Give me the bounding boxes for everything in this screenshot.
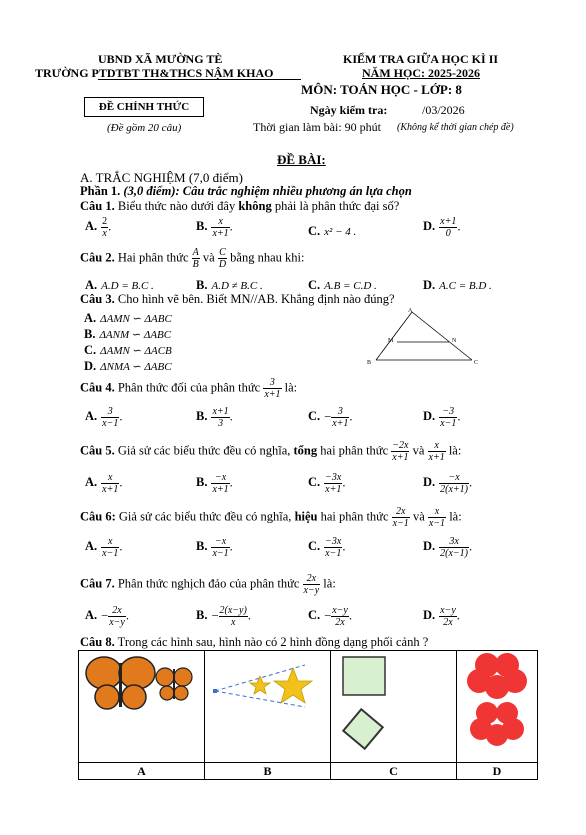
option-label: B. (196, 608, 208, 623)
denominator: x+1 (264, 389, 281, 400)
option-label: C. (308, 539, 321, 554)
numerator: −x (211, 536, 229, 548)
denominator: B (192, 259, 199, 270)
option-label: C. (308, 409, 321, 424)
numerator: −3x (325, 472, 342, 483)
option-tail: . (108, 219, 112, 234)
denominator: x−y (109, 617, 125, 628)
option-tail: . (119, 539, 123, 554)
option-tail: . (457, 409, 461, 424)
option-tail: . (469, 539, 473, 554)
q6-option-d[interactable] (423, 536, 472, 559)
option-label: A. (84, 311, 97, 325)
fraction (211, 536, 229, 559)
denominator: x−1 (102, 418, 119, 429)
fraction (324, 536, 342, 559)
q6-option-b[interactable] (196, 536, 233, 559)
option-label: A. (85, 475, 98, 490)
option-tail: . (229, 409, 233, 424)
option-tail: . (247, 608, 251, 623)
option-expr: A.C = B.D . (439, 280, 492, 292)
q3-text (80, 292, 395, 307)
fraction (108, 605, 126, 628)
option-tail: . (229, 539, 233, 554)
figure-d-cell[interactable] (457, 651, 538, 763)
q1-text-a: Biểu thức nào dưới đây (117, 199, 236, 213)
exam-name: KIỂM TRA GIỮA HỌC KÌ II (343, 52, 499, 66)
q8-text (80, 635, 428, 650)
option-label: C. (308, 608, 321, 623)
option-sign: − (101, 608, 109, 623)
q2-text-b: bằng nhau khi: (230, 250, 305, 265)
q7-option-a[interactable] (85, 605, 129, 628)
fraction (428, 440, 446, 463)
vertex-c-label: C (474, 360, 479, 366)
option-tail: . (456, 608, 460, 623)
fraction (439, 472, 469, 495)
option-label: C. (308, 475, 321, 490)
option-expr: x² − 4 . (324, 226, 357, 238)
option-sign: − (211, 608, 219, 623)
q2-option-a[interactable] (85, 278, 154, 293)
option-label: C. (84, 343, 97, 357)
option-tail: . (119, 409, 123, 424)
option-expr: ΔANM ∽ ΔABC (99, 329, 172, 341)
denominator: x−1 (428, 518, 446, 529)
fraction (391, 440, 409, 463)
numerator: x (428, 506, 446, 518)
numerator: −x (211, 472, 229, 484)
option-tail: . (457, 219, 461, 234)
q6-number: Câu 6: (80, 509, 116, 524)
q4-option-c[interactable] (308, 406, 353, 429)
q2-text-a: Hai phân thức (117, 250, 189, 265)
q5-text-a: Giả sử các biểu thức đều có nghĩa, (117, 443, 291, 458)
butterflies-image (79, 651, 204, 757)
stars-image (205, 651, 330, 757)
denominator: x−1 (392, 518, 409, 529)
denominator: x+1 (392, 452, 409, 463)
option-label: B. (196, 475, 208, 490)
q5-number: Câu 5. (80, 443, 115, 458)
option-label: B. (196, 409, 208, 424)
fraction (101, 536, 119, 559)
option-sign: − (324, 608, 332, 623)
option-tail: . (342, 475, 346, 490)
option-expr: ΔNMA ∽ ΔABC (100, 361, 172, 373)
q8-figure-table (78, 650, 538, 780)
small-star-icon (250, 676, 270, 694)
option-expr: ΔAMN ∽ ΔABC (100, 313, 172, 325)
q1-number: Câu 1. (80, 199, 115, 213)
q7-text (80, 573, 336, 596)
numerator: −2x (392, 440, 409, 451)
denominator: x+1 (212, 228, 229, 239)
fraction (211, 216, 229, 239)
denominator: x−1 (212, 548, 229, 559)
fraction (439, 216, 457, 239)
q3-number: Câu 3. (80, 292, 115, 306)
q6-text-a: Giả sử các biểu thức đều có nghĩa, (118, 509, 292, 524)
q1-text-b: phải là phân thức đại số? (274, 199, 400, 213)
fraction (219, 605, 248, 628)
option-expr: A.D ≠ B.C . (211, 280, 263, 292)
q5-option-d[interactable] (423, 472, 472, 495)
part1-line (80, 184, 412, 199)
denominator: 2(x+1) (440, 484, 469, 495)
option-label: C. (308, 224, 321, 238)
option-tail: . (342, 539, 346, 554)
rotated-square-icon (343, 709, 382, 748)
q5-option-b[interactable] (196, 472, 233, 495)
numerator: 2 (102, 216, 108, 227)
large-butterfly-icon (86, 657, 155, 709)
denominator: x−y (303, 585, 320, 596)
q1-option-b[interactable] (196, 216, 233, 239)
q2-number: Câu 2. (80, 250, 115, 265)
option-label: D. (423, 219, 436, 234)
q1-option-c[interactable] (308, 224, 356, 239)
figure-c-cell[interactable] (331, 651, 457, 763)
q7-text-b: là: (323, 576, 336, 591)
fraction (211, 406, 229, 429)
option-label: B. (196, 539, 208, 554)
section-a-title: A. TRẮC NGHIỆM (7,0 điểm) (80, 170, 243, 185)
q6-and: và (412, 509, 425, 524)
fraction (428, 506, 446, 529)
small-butterfly-icon (156, 668, 192, 700)
option-label: D. (423, 409, 436, 424)
denominator: x (230, 617, 236, 628)
option-label: D. (423, 278, 436, 292)
denominator: x−1 (325, 548, 342, 559)
q4-text-a: Phân thức đối của phân thức (117, 380, 261, 395)
option-tail: . (229, 475, 233, 490)
part1-label: Phần 1. (80, 184, 121, 198)
q2-option-d[interactable] (423, 278, 492, 293)
numerator: 2x (392, 506, 410, 518)
fraction (439, 605, 457, 628)
q3-option-a[interactable] (84, 311, 172, 326)
fraction (439, 536, 469, 559)
denominator: x+1 (212, 484, 229, 495)
official-box: ĐỀ CHÍNH THỨC (84, 97, 204, 117)
denominator: x−1 (440, 418, 457, 429)
bottom-flower-icon (470, 702, 524, 746)
school-name: TRƯỜNG PTDTBT TH&THCS NẬM KHAO (35, 66, 274, 80)
q2-text (80, 247, 304, 270)
denominator: x+1 (332, 418, 349, 429)
option-label: B. (196, 278, 208, 292)
numerator: x+1 (212, 406, 229, 417)
numerator: x−y (332, 605, 348, 616)
fraction (303, 573, 321, 596)
denominator: x+1 (325, 484, 342, 495)
fraction (263, 377, 281, 400)
school-underline (98, 79, 301, 80)
q1-option-a[interactable] (85, 216, 111, 239)
q7-option-b[interactable] (196, 605, 251, 628)
numerator: A (192, 247, 199, 258)
q6-text-bold: hiệu (294, 509, 318, 524)
q5-text-b: hai phân thức (320, 443, 389, 458)
option-label: D. (84, 359, 97, 373)
figure-b-label: B (205, 763, 331, 780)
district-name: UBND XÃ MƯỜNG TÈ (98, 52, 223, 66)
q1-text-bold: không (238, 199, 272, 213)
date-value: /03/2026 (422, 103, 465, 117)
figure-b-cell[interactable] (205, 651, 331, 763)
q4-text-b: là: (284, 380, 298, 395)
numerator: 3 (331, 406, 349, 418)
denominator: x (102, 228, 107, 239)
time-label: Thời gian làm bài: 90 phút (253, 120, 381, 134)
q5-text-c: là: (448, 443, 462, 458)
numerator: x (428, 440, 446, 452)
option-label: A. (85, 278, 98, 292)
option-tail: . (119, 475, 123, 490)
option-label: A. (85, 409, 98, 424)
q7-text-a: Phân thức nghịch đảo của phân thức (117, 576, 300, 591)
q7-option-d[interactable] (423, 605, 460, 628)
fraction (331, 406, 349, 429)
denominator: 0 (445, 228, 451, 239)
denominator: x+1 (102, 484, 119, 495)
option-label: C. (308, 278, 321, 292)
q6-text-b: hai phân thức (320, 509, 389, 524)
top-flower-icon (467, 653, 527, 699)
vertex-a-label: A (408, 308, 413, 314)
figure-a-label: A (79, 763, 205, 780)
fraction (331, 605, 349, 628)
option-label: B. (84, 327, 96, 341)
q6-text-c: là: (449, 509, 462, 524)
option-tail: . (229, 219, 233, 234)
q4-option-a[interactable] (85, 406, 122, 429)
numerator: −3x (325, 536, 342, 547)
option-expr: ΔAMN ∽ ΔACB (100, 345, 172, 357)
q4-option-b[interactable] (196, 406, 233, 429)
option-expr: A.B = C.D . (324, 280, 377, 292)
triangle-figure (364, 308, 484, 368)
denominator: 2x (335, 617, 345, 628)
date-label: Ngày kiểm tra: (310, 103, 388, 117)
q2-option-b[interactable] (196, 278, 263, 293)
numerator: x−y (440, 605, 456, 616)
option-tail: . (349, 409, 353, 424)
option-label: A. (85, 539, 98, 554)
numerator: C (219, 247, 226, 258)
q5-text-bold: tổng (293, 443, 318, 458)
q5-text (80, 440, 461, 463)
point-m-label: M (388, 338, 394, 344)
time-note: (Không kể thời gian chép đề) (397, 122, 514, 133)
denominator: x+1 (428, 452, 445, 463)
fraction (101, 472, 119, 495)
q4-number: Câu 4. (80, 380, 115, 395)
flowers-image (457, 651, 537, 757)
denominator: x−1 (102, 548, 119, 559)
exam-title: ĐỀ BÀI: (277, 152, 326, 167)
part1-points: (3,0 điểm): (123, 184, 180, 198)
denominator: D (218, 259, 227, 270)
numerator: x (101, 472, 119, 484)
q3-option-b[interactable] (84, 327, 171, 342)
option-label: A. (85, 219, 98, 234)
option-label: D. (423, 539, 436, 554)
denominator: 2(x−1) (440, 548, 469, 559)
q5-option-a[interactable] (85, 472, 122, 495)
q8-statement: Trong các hình sau, hình nào có 2 hình đồng dạng phối cảnh ? (117, 635, 429, 649)
numerator: x+1 (440, 216, 457, 227)
subject-line: MÔN: TOÁN HỌC - LỚP: 8 (301, 82, 462, 97)
squares-image (331, 651, 456, 757)
q3-option-c[interactable] (84, 343, 172, 358)
figure-c-label: C (331, 763, 457, 780)
numerator: 2x (303, 573, 321, 585)
large-star-icon (274, 668, 312, 703)
q2-and: và (202, 250, 215, 265)
fraction (101, 406, 119, 429)
q4-text (80, 377, 297, 400)
q1-option-d[interactable] (423, 216, 460, 239)
q3-option-d[interactable] (84, 359, 172, 374)
option-label: D. (423, 475, 436, 490)
numerator: 2(x−y) (219, 605, 247, 616)
vertex-b-label: B (367, 360, 372, 366)
point-n-label: N (452, 338, 457, 344)
fraction (211, 472, 229, 495)
q6-text (80, 506, 462, 529)
denominator: 2x (443, 617, 453, 628)
numerator: 3 (263, 377, 281, 389)
numerator: x (211, 216, 229, 228)
q7-number: Câu 7. (80, 576, 115, 591)
q3-statement: Cho hình vẽ bên. Biết MN//AB. Khẳng định nào đúng? (117, 292, 395, 306)
figure-d-label: D (457, 763, 538, 780)
numerator: x (101, 536, 119, 548)
q6-option-a[interactable] (85, 536, 122, 559)
numerator: 2x (108, 605, 126, 617)
q7-option-c[interactable] (308, 605, 352, 628)
q6-option-c[interactable] (308, 536, 345, 559)
option-label: D. (423, 608, 436, 623)
numerator: 3 (101, 406, 119, 418)
option-label: B. (196, 219, 208, 234)
fraction-a-b (192, 247, 200, 270)
large-square-icon (343, 657, 385, 695)
q2-option-c[interactable] (308, 278, 377, 293)
numerator: −x (439, 472, 469, 484)
school-year: NĂM HỌC: 2025-2026 (362, 66, 480, 80)
q4-option-d[interactable] (423, 406, 460, 429)
figure-a-cell[interactable] (79, 651, 205, 763)
q5-and: và (412, 443, 425, 458)
option-tail: . (348, 608, 352, 623)
option-tail: . (125, 608, 129, 623)
fraction-c-d (218, 247, 227, 270)
fraction (439, 406, 457, 429)
q8-number: Câu 8. (80, 635, 115, 649)
denominator: 3 (218, 418, 224, 429)
option-tail: . (469, 475, 473, 490)
part1-desc: Câu trắc nghiệm nhiều phương án lựa chọn (182, 184, 412, 198)
q5-option-c[interactable] (308, 472, 345, 495)
option-sign: − (324, 409, 332, 424)
numerator: −3 (439, 406, 457, 418)
fraction (392, 506, 410, 529)
numerator: 3x (439, 536, 469, 548)
option-expr: A.D = B.C . (101, 280, 154, 292)
question-count: (Đề gồm 20 câu) (107, 122, 182, 134)
q1-text (80, 199, 399, 214)
option-label: A. (85, 608, 98, 623)
fraction (324, 472, 342, 495)
